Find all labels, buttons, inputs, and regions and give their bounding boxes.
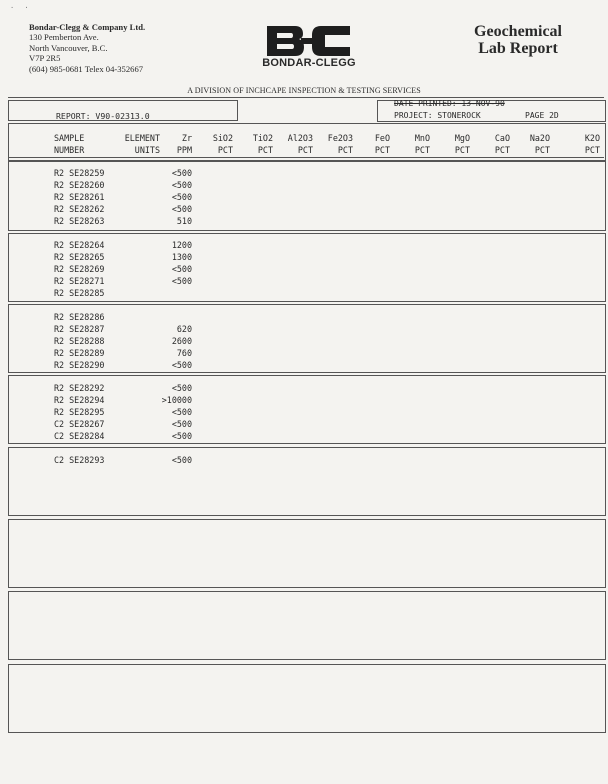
column-header-feo [358, 132, 390, 156]
sample-number: R2 SE28294 [54, 395, 105, 405]
header-label: Al2O3 [287, 133, 313, 143]
column-header-sio2 [203, 132, 233, 156]
report-title [474, 23, 562, 57]
header-label: TiO2 [252, 133, 273, 143]
header-unit: PCT [337, 145, 353, 155]
sample-number: C2 SE28284 [54, 431, 105, 441]
sample-number: R2 SE28289 [54, 348, 105, 358]
sample-number: R2 SE28265 [54, 252, 105, 262]
sample-number: R2 SE28271 [54, 276, 105, 286]
header-label: MnO [414, 133, 430, 143]
header-label: Fe2O3 [327, 133, 353, 143]
zr-value: 620 [176, 324, 192, 334]
report-number: REPORT: V90-02313.0 [56, 111, 150, 121]
address-line: North Vancouver, B.C. [29, 42, 108, 53]
zr-value: <500 [171, 276, 192, 286]
header-unit: PCT [494, 145, 510, 155]
zr-value: 2600 [171, 336, 192, 346]
empty-group-box [8, 591, 606, 660]
sample-number-header [54, 132, 84, 156]
column-header-al2o3 [278, 132, 313, 156]
sample-number: R2 SE28260 [54, 180, 105, 190]
page-number: PAGE 2D [525, 111, 559, 120]
header-label: ELEMENT [124, 133, 160, 143]
phone-telex-line: (604) 985-0681 Telex 04-352667 [29, 63, 144, 74]
header-label: SiO2 [212, 133, 233, 143]
empty-group-box [8, 519, 606, 588]
sample-number: R2 SE28288 [54, 336, 105, 346]
column-header-k2o [570, 132, 600, 156]
column-header-mgo [438, 132, 470, 156]
column-header-mno [398, 132, 430, 156]
report-title-line: Lab Report [478, 40, 558, 57]
column-header-na2o [518, 132, 550, 156]
zr-value: <500 [171, 360, 192, 370]
sample-number: R2 SE28290 [54, 360, 105, 370]
sample-number: C2 SE28293 [54, 455, 105, 465]
zr-value: <500 [171, 204, 192, 214]
column-header-zr [162, 132, 192, 156]
zr-value: <500 [171, 455, 192, 465]
sample-number: R2 SE28287 [54, 324, 105, 334]
zr-value: <500 [171, 180, 192, 190]
element-units-header [117, 132, 160, 156]
sample-number: R2 SE28292 [54, 383, 105, 393]
zr-value: 1200 [171, 240, 192, 250]
divider [8, 157, 604, 158]
zr-value: <500 [171, 419, 192, 429]
address-line: V7P 2R5 [29, 53, 61, 64]
project-name: PROJECT: STONEROCK [394, 111, 481, 120]
sample-number: R2 SE28261 [54, 192, 105, 202]
logo-wordmark: BONDAR-CLEGG [262, 57, 356, 69]
header-unit: PCT [297, 145, 313, 155]
zr-value: <500 [171, 168, 192, 178]
zr-value: 1300 [171, 252, 192, 262]
sample-number: R2 SE28269 [54, 264, 105, 274]
sample-number: C2 SE28267 [54, 419, 105, 429]
date-printed: DATE PRINTED: 13-NOV-90 [394, 99, 505, 108]
sample-number: R2 SE28262 [54, 204, 105, 214]
sample-number: R2 SE28263 [54, 216, 105, 226]
scan-artifact: · · [10, 4, 32, 12]
zr-value: <500 [171, 383, 192, 393]
sample-number: R2 SE28285 [54, 288, 105, 298]
header-unit: PCT [374, 145, 390, 155]
header-unit: PCT [534, 145, 550, 155]
header-unit: PCT [217, 145, 233, 155]
zr-value: <500 [171, 264, 192, 274]
header-unit: PCT [454, 145, 470, 155]
division-line: A DIVISION OF INCHCAPE INSPECTION & TESTING SERVICES [187, 86, 421, 95]
divider [8, 97, 604, 98]
header-label: CaO [494, 133, 510, 143]
header-label: SAMPLE [54, 133, 85, 143]
header-label: K2O [584, 133, 600, 143]
zr-value: <500 [171, 407, 192, 417]
zr-value: 510 [176, 216, 192, 226]
header-unit: PCT [414, 145, 430, 155]
company-address-block [29, 22, 145, 74]
column-header-tio2 [243, 132, 273, 156]
sample-number: R2 SE28259 [54, 168, 105, 178]
sample-number: R2 SE28286 [54, 312, 105, 322]
header-label: MgO [454, 133, 470, 143]
header-label: FeO [374, 133, 390, 143]
report-title-line: Geochemical [474, 23, 562, 40]
header-label: NUMBER [54, 145, 85, 155]
column-header-cao [478, 132, 510, 156]
header-label: Zr [181, 133, 192, 143]
sample-number: R2 SE28264 [54, 240, 105, 250]
header-unit: PCT [257, 145, 273, 155]
zr-value: 760 [176, 348, 192, 358]
company-name: Bondar-Clegg & Company Ltd. [29, 22, 146, 32]
column-header-fe2o3 [318, 132, 353, 156]
empty-group-box [8, 664, 606, 733]
header-label: Na2O [529, 133, 550, 143]
sample-number: R2 SE28295 [54, 407, 105, 417]
header-label: UNITS [134, 145, 160, 155]
zr-value: >10000 [161, 395, 192, 405]
zr-value: <500 [171, 431, 192, 441]
header-unit: PPM [176, 145, 192, 155]
zr-value: <500 [171, 192, 192, 202]
header-unit: PCT [584, 145, 600, 155]
address-line: 130 Pemberton Ave. [29, 32, 99, 43]
